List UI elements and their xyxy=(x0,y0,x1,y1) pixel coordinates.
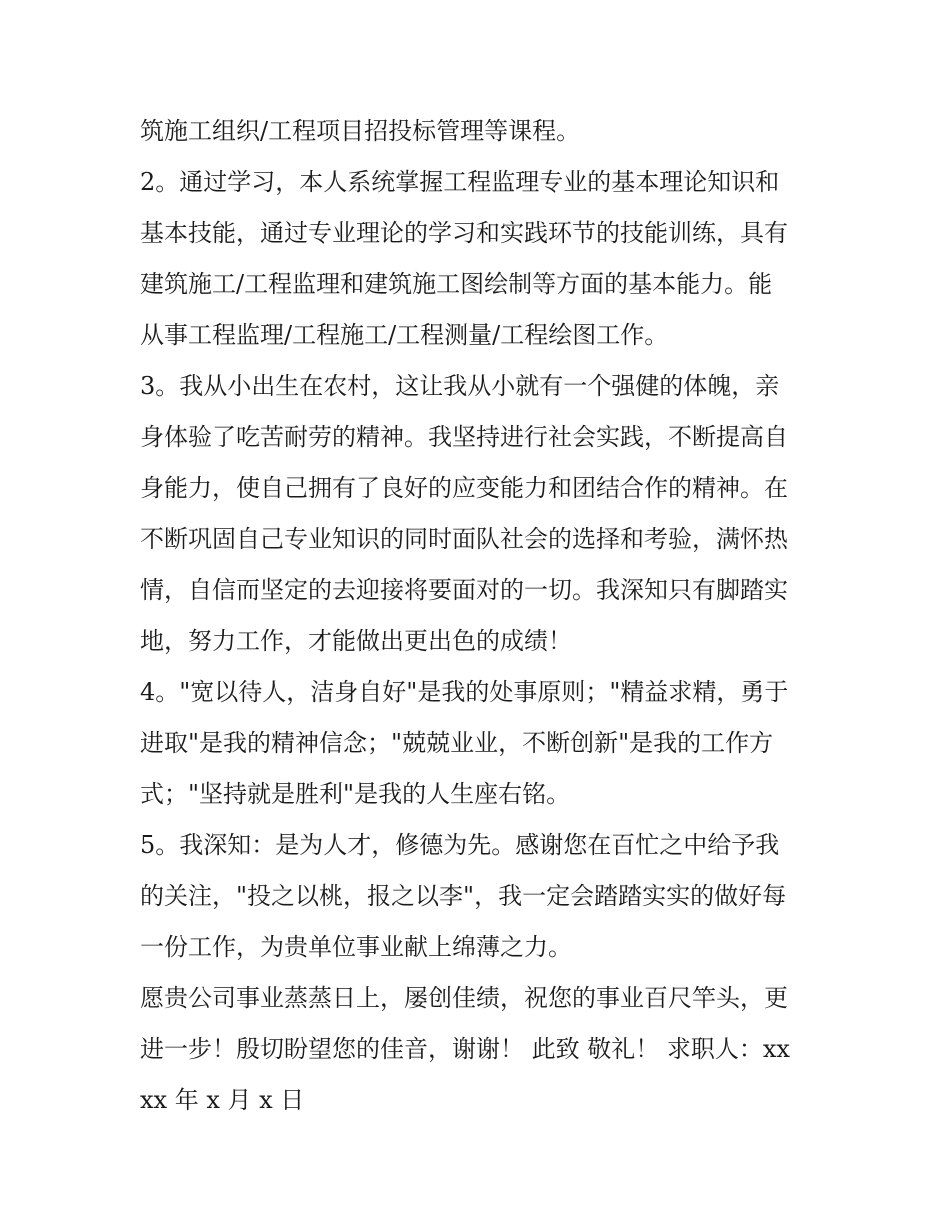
text-line: 从事工程监理/工程施工/工程测量/工程绘图工作。 xyxy=(140,321,669,349)
date-line: xx 年 x 月 x 日 xyxy=(140,1086,305,1114)
text-line: 情，自信而坚定的去迎接将要面对的一切。我深知只有脚踏实 xyxy=(140,576,788,604)
text-line: 建筑施工/工程监理和建筑施工图绘制等方面的基本能力。能 xyxy=(140,270,773,298)
text-line: 筑施工组织/工程项目招投标管理等课程。 xyxy=(140,117,581,145)
text-line: 的关注，"投之以桃，报之以李"，我一定会踏踏实实的做好每 xyxy=(140,882,787,910)
text-line: 5。我深知：是为人才，修德为先。感谢您在百忙之中给予我 xyxy=(140,831,780,859)
text-line: 身体验了吃苦耐劳的精神。我坚持进行社会实践，不断提高自 xyxy=(140,423,788,451)
text-line: 进取"是我的精神信念；"兢兢业业，不断创新"是我的工作方 xyxy=(140,729,774,757)
text-line: 一份工作，为贵单位事业献上绵薄之力。 xyxy=(140,933,572,961)
text-line: 2。通过学习，本人系统掌握工程监理专业的基本理论知识和 xyxy=(140,168,780,196)
text-line: 基本技能，通过专业理论的学习和实践环节的技能训练，具有 xyxy=(140,219,788,247)
text-line: 不断巩固自己专业知识的同时面队社会的选择和考验，满怀热 xyxy=(140,525,788,553)
text-line: 进一步！殷切盼望您的佳音，谢谢！ 此致 敬礼！ 求职人：xx xyxy=(140,1035,790,1063)
text-line: 地，努力工作，才能做出更出色的成绩！ xyxy=(140,627,572,655)
text-line: 4。"宽以待人，洁身自好"是我的处事原则；"精益求精，勇于 xyxy=(140,678,789,706)
text-line: 愿贵公司事业蒸蒸日上，屡创佳绩，祝您的事业百尺竿头，更 xyxy=(140,984,788,1012)
text-line: 3。我从小出生在农村，这让我从小就有一个强健的体魄，亲 xyxy=(140,372,780,400)
text-line: 式；"坚持就是胜利"是我的人生座右铭。 xyxy=(140,780,571,808)
text-line: 身能力，使自己拥有了良好的应变能力和团结合作的精神。在 xyxy=(140,474,788,502)
document-body xyxy=(140,106,820,1126)
